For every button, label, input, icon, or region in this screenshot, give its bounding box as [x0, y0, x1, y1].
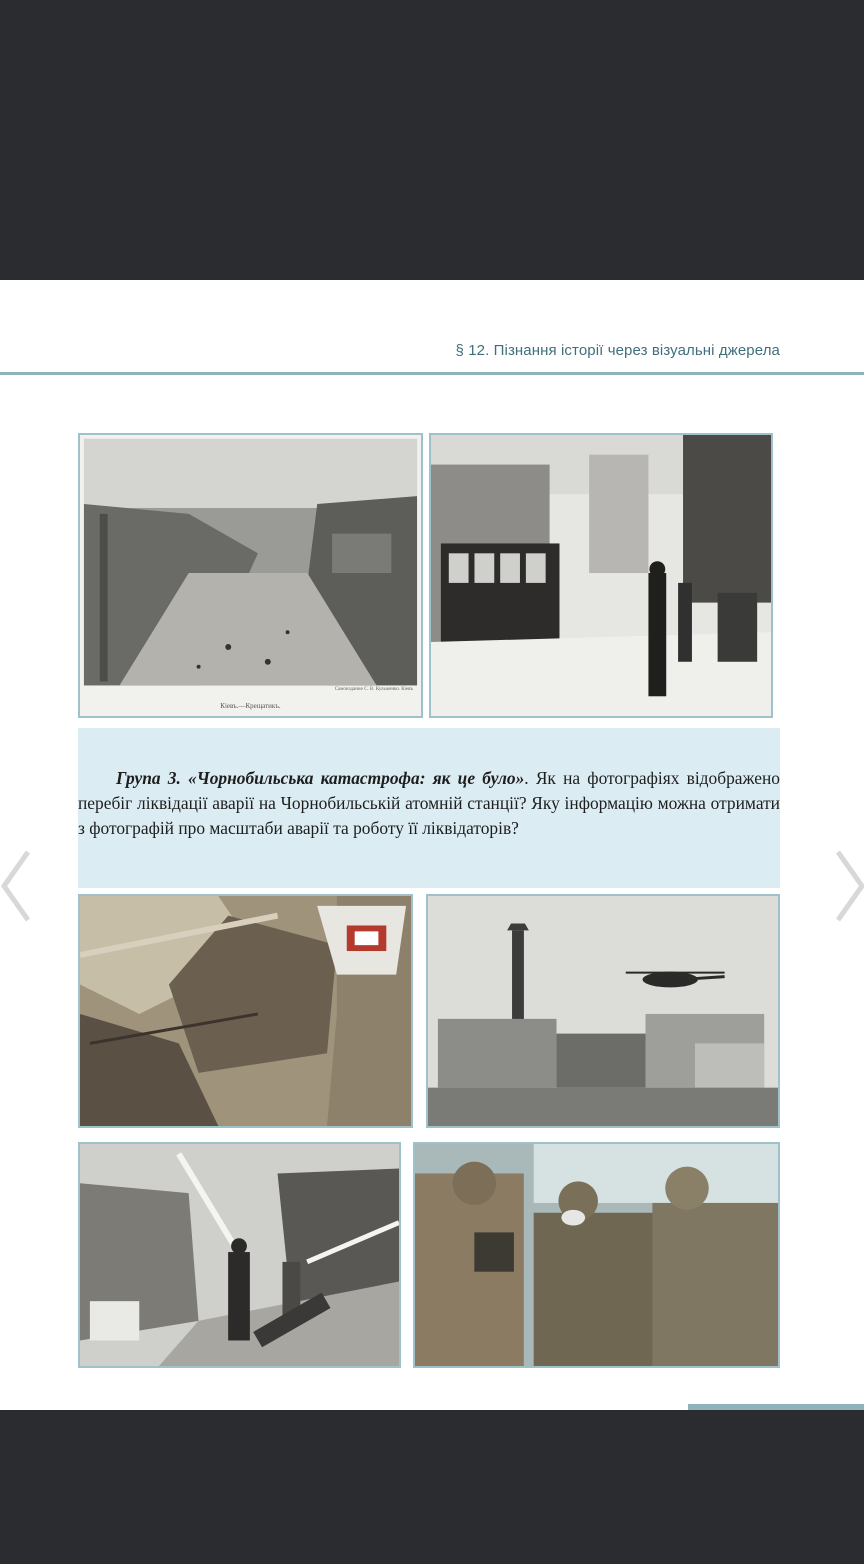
textbook-page [0, 280, 864, 1410]
photo-credit: Самоиздание С. В. Кульженко. Кіевъ [334, 687, 413, 692]
task-title: Група 3. «Чорнобильська катастрофа: як це було» [116, 768, 525, 788]
task-body: . Як на фотографіях відображено перебіг ліквідації аварії на Чорнобильській атомній станції? Яку інформацію можна отримати з фотографій про масштаби аварії та роботу її ліквідаторів? [78, 768, 780, 838]
running-head: § 12. Пізнання історії через візуальні джерела [455, 342, 780, 359]
photo-khreshchatyk-street [78, 433, 423, 718]
next-page-button[interactable] [832, 848, 864, 924]
photo-tram-street [429, 433, 773, 718]
chevron-left-icon [0, 848, 34, 924]
photo-plant-helicopter [426, 894, 780, 1128]
header-divider [0, 372, 864, 375]
photo-caption: Кіевъ.—Крещатикъ. [220, 702, 281, 710]
chevron-right-icon [832, 848, 864, 924]
task-group-3 [78, 728, 780, 888]
task-text [78, 766, 780, 841]
viewer-bottom-bar [0, 1410, 864, 1564]
viewer-top-bar [0, 0, 864, 280]
photo-firefighters-spraying [78, 1142, 401, 1368]
photo-destroyed-reactor [78, 894, 413, 1128]
photo-liquidators [413, 1142, 780, 1368]
prev-page-button[interactable] [0, 848, 34, 924]
